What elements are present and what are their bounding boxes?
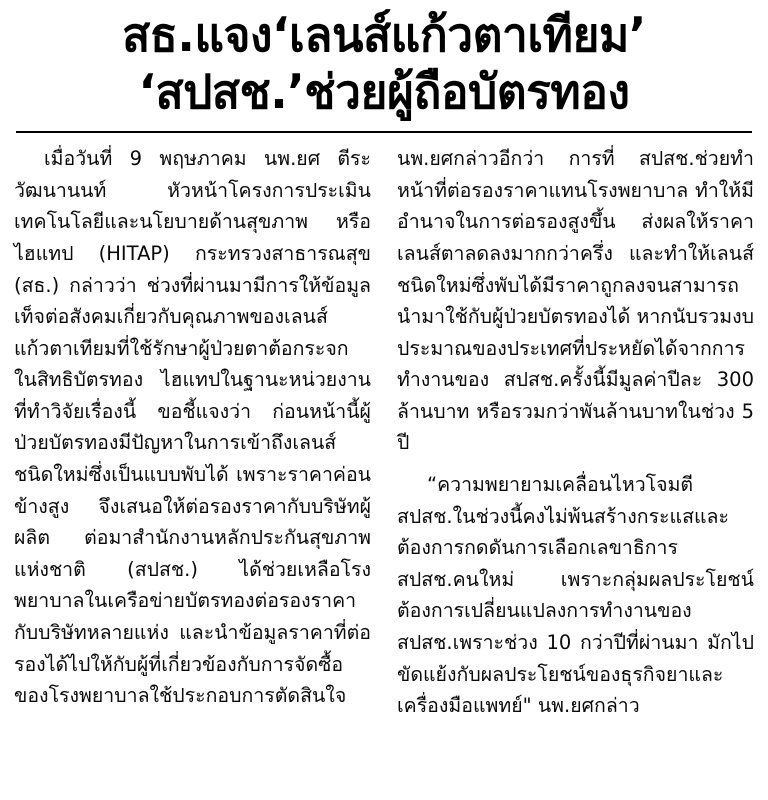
article-column-left: [14, 143, 371, 711]
headline-divider: [16, 131, 752, 133]
paragraph: “ความพยายามเคลื่อนไหวโจมตี สปสช.ในช่วงนี้คงไม่พ้นสร้างกระแสและต้องการกดดันการเลือกเลขาธิการ สปสช.คนใหม่ เพราะกลุ่มผลประโยชน์ ต้องการเปลี่ยนแปลงการทำงานของ สปสช.เพราะช่วง 10 กว่าปีที่ผ่านมา มักไปขัดแย้งกับผลประโยชน์ของธุรกิจยาและเครื่องมือแพทย์" นพ.ยศกล่าว: [397, 473, 754, 718]
paragraph: เมื่อวันที่ 9 พฤษภาคม นพ.ยศ ตีระวัฒนานนท์ หัวหน้าโครงการประเมินเทคโนโลยีและนโยบายด้านสุขภาพ หรือไฮแทป (HITAP) กระทรวงสาธารณสุข (สธ.) กล่าวว่า ช่วงที่ผ่านมามีการให้ข้อมูลเท็จต่อสังคมเกี่ยวกับคุณภาพของเลนส์แก้วตาเทียมที่ใช้รักษาผู้ป่วยตาต้อกระจกในสิทธิบัตรทอง ไฮแทปในฐานะหน่วยงานที่ทำวิจัยเรื่องนี้ ขอชี้แจงว่า ก่อนหน้านี้ผู้ป่วยบัตรทองมีปัญหาในการเข้าถึงเลนส์ชนิดใหม่ซึ่งเป็นแบบพับได้ เพราะราคาค่อนข้างสูง จึงเสนอให้ต่อรองราคากับบริษัทผู้ผลิต ต่อมาสำนักงานหลักประกันสุขภาพแห่งชาติ (สปสช.) ได้ช่วยเหลือโรงพยาบาลในเครือข่ายบัตรทองต่อรองราคากับบริษัทหลายแห่ง และนำข้อมูลราคาที่ต่อรองได้ไปให้กับผู้ที่เกี่ยวข้องกับการจัดซื้อของโรงพยาบาลใช้ประกอบการตัดสินใจ: [14, 147, 371, 708]
headline-line-1: สธ.แจง‘เลนส์แก้วตาเทียม’: [122, 8, 646, 63]
page-title: [14, 10, 754, 119]
paragraph: นพ.ยศกล่าวอีกว่า การที่ สปสช.ช่วยทำหน้าที่ต่อรองราคาแทนโรงพยาบาล ทำให้มีอำนาจในการต่อรองสูงขึ้น ส่งผลให้ราคาเลนส์ตาลดลงมากกว่าครึ่ง และทำให้เลนส์ชนิดใหม่ซึ่งพับได้มีราคาถูกลงจนสามารถนำมาใช้กับผู้ป่วยบัตรทองได้ หากนับรวมงบประมาณของประเทศที่ประหยัดได้จากการทำงานของ สปสช.ครั้งนี้มีมูลค่าปีละ 300 ล้านบาท หรือรวมกว่าพันล้านบาทในช่วง 5 ปี: [397, 147, 754, 455]
article-columns: [14, 143, 754, 721]
headline-line-2: ‘สปสช.’ช่วยผู้ถือบัตรทอง: [138, 64, 630, 120]
article-column-right: [397, 143, 754, 721]
